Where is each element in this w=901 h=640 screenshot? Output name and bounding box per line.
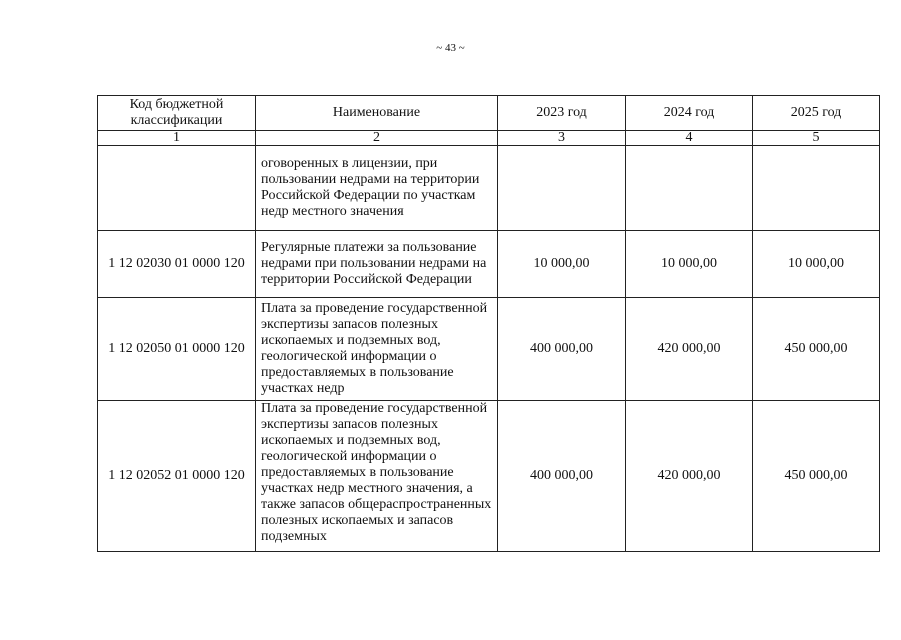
item-name-cell: Плата за проведение государственной экспертизы запасов полезных ископаемых и подземных вод, геологической информации о предоставляемых в пользование участках недр (256, 298, 498, 401)
column-number-row (98, 131, 880, 146)
column-number: 1 (98, 131, 256, 146)
amount-2023-cell: 10 000,00 (498, 231, 626, 298)
header-2025: 2025 год (753, 96, 880, 131)
table-row (98, 298, 880, 401)
item-name-text: Плата за проведение государственной экспертизы запасов полезных ископаемых и подземных вод, геологической информации о предоставляемых в пользование участках недр местного значения, а также запасов общераспространенных полезных ископаемых и запасов подземных (261, 401, 492, 544)
amount-2025-cell: 10 000,00 (753, 231, 880, 298)
table-header-row (98, 96, 880, 131)
amount-2023-cell: 400 000,00 (498, 298, 626, 401)
amount-2024-cell: 420 000,00 (626, 401, 753, 552)
column-number: 4 (626, 131, 753, 146)
header-2023: 2023 год (498, 96, 626, 131)
item-name-cell (256, 401, 498, 552)
amount-2024-cell: 10 000,00 (626, 231, 753, 298)
amount-2024-cell (626, 146, 753, 231)
header-2024: 2024 год (626, 96, 753, 131)
column-number: 3 (498, 131, 626, 146)
item-name-cell: Регулярные платежи за пользование недрами при пользовании недрами на территории Российской Федерации (256, 231, 498, 298)
page-number: ~ 43 ~ (436, 42, 465, 54)
budget-table (97, 95, 880, 552)
budget-code-cell: 1 12 02050 01 0000 120 (98, 298, 256, 401)
header-name: Наименование (256, 96, 498, 131)
amount-2025-cell: 450 000,00 (753, 298, 880, 401)
table-row (98, 231, 880, 298)
amount-2023-cell: 400 000,00 (498, 401, 626, 552)
column-number: 5 (753, 131, 880, 146)
budget-code-cell: 1 12 02030 01 0000 120 (98, 231, 256, 298)
budget-code-cell: 1 12 02052 01 0000 120 (98, 401, 256, 552)
column-number: 2 (256, 131, 498, 146)
amount-2024-cell: 420 000,00 (626, 298, 753, 401)
table-row (98, 401, 880, 552)
amount-2023-cell (498, 146, 626, 231)
header-code: Код бюджетной классификации (98, 96, 256, 131)
item-name-cell: оговоренных в лицензии, при пользовании недрами на территории Российской Федерации по участкам недр местного значения (256, 146, 498, 231)
amount-2025-cell: 450 000,00 (753, 401, 880, 552)
amount-2025-cell (753, 146, 880, 231)
budget-code-cell (98, 146, 256, 231)
table-row (98, 146, 880, 231)
